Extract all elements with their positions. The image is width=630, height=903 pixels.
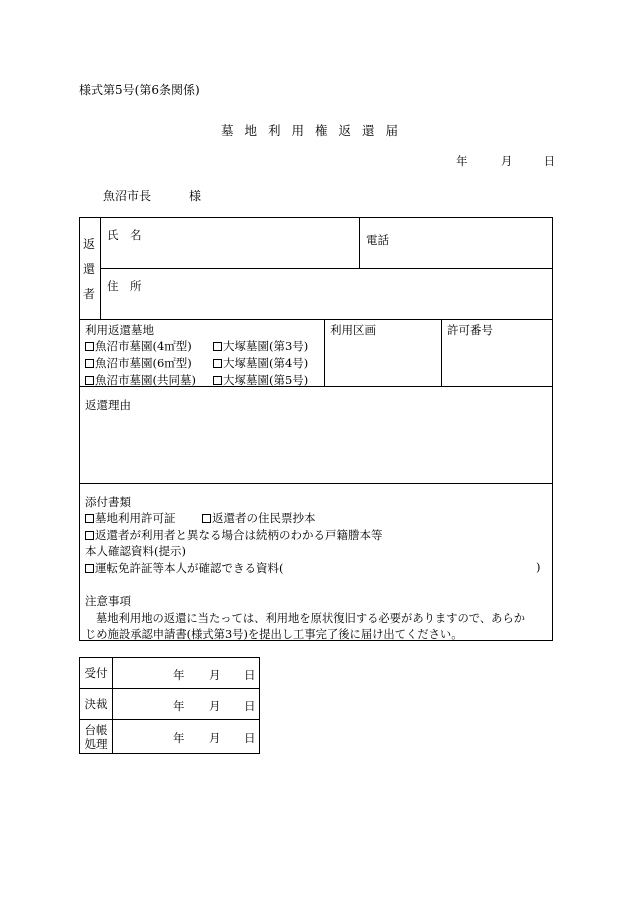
office-processing-table xyxy=(79,657,260,754)
checkbox-icon xyxy=(202,514,211,523)
checkbox-icon xyxy=(85,376,94,385)
id-verification-label: 本人確認資料(提示) xyxy=(85,544,186,558)
form-number: 様式第5号(第6条関係) xyxy=(79,83,200,97)
checkbox-icon xyxy=(85,514,94,523)
checkbox-icon xyxy=(85,531,94,540)
office-row-day: 日 xyxy=(244,668,256,682)
office-row-ledger xyxy=(80,720,259,753)
office-row-label: 受付 xyxy=(80,658,113,688)
notes-line-1: 墓地利用地の返還に当たっては、利用地を原状復旧する必要がありますので、あらか xyxy=(96,612,526,625)
permit-number-label: 許可番号 xyxy=(447,323,493,337)
checkbox-icon xyxy=(213,342,222,351)
name-field[interactable] xyxy=(160,221,355,265)
office-row-year: 年 xyxy=(173,699,185,713)
date-day-label: 日 xyxy=(543,154,556,168)
phone-divider xyxy=(359,217,360,268)
office-row-year: 年 xyxy=(173,731,185,745)
office-row-month: 月 xyxy=(209,731,221,745)
address-field[interactable] xyxy=(160,272,550,316)
reason-field[interactable] xyxy=(82,413,550,480)
address-label: 住 所 xyxy=(107,279,142,293)
notes-line-2: じめ施設承認申請書(様式第3号)を提出し工事完了後に届け出てください。 xyxy=(85,628,463,641)
phone-label: 電話 xyxy=(366,233,389,247)
cemetery-option-otsuka-3[interactable]: 大塚墓園(第3号) xyxy=(213,338,308,354)
addressee-honorific: 様 xyxy=(189,189,202,203)
date-year-label: 年 xyxy=(456,154,468,168)
cemetery-label: 利用返還墓地 xyxy=(85,323,154,337)
permit-divider xyxy=(441,319,442,386)
plot-divider xyxy=(324,319,325,386)
plot-field[interactable] xyxy=(327,338,438,383)
checkbox-icon xyxy=(213,359,222,368)
office-row-year: 年 xyxy=(173,668,185,682)
attachment-family-register[interactable]: 返還者が利用者と異なる場合は続柄のわかる戸籍謄本等 xyxy=(85,527,383,543)
checkbox-icon xyxy=(85,564,94,573)
office-row-day: 日 xyxy=(244,731,256,745)
submission-date xyxy=(456,153,555,169)
cemetery-option-uonuma-6[interactable]: 魚沼市墓園(6㎡型) xyxy=(85,355,192,371)
document-title: 墓地利用権返還届 xyxy=(220,123,409,138)
office-row-month: 月 xyxy=(209,699,221,713)
id-verification-close: ) xyxy=(536,560,541,574)
office-row-reception xyxy=(80,658,259,689)
permit-number-field[interactable] xyxy=(444,338,550,383)
name-address-divider xyxy=(100,268,553,269)
id-verification-field[interactable] xyxy=(292,558,532,574)
name-label: 氏 名 xyxy=(107,228,142,242)
id-verification-option[interactable]: 運転免許証等本人が確認できる資料( xyxy=(85,560,284,576)
cemetery-option-uonuma-shared[interactable]: 魚沼市墓園(共同墓) xyxy=(85,372,196,388)
attachments-label: 添付書類 xyxy=(85,495,131,509)
returner-bottom-border xyxy=(79,319,553,320)
notes-label: 注意事項 xyxy=(85,594,131,608)
checkbox-icon xyxy=(213,376,222,385)
office-row-month: 月 xyxy=(209,668,221,682)
cemetery-option-otsuka-4[interactable]: 大塚墓園(第4号) xyxy=(213,355,308,371)
returner-section-label: 返 還 者 xyxy=(82,237,95,301)
office-row-label: 決裁 xyxy=(80,689,113,719)
office-row-day: 日 xyxy=(244,699,256,713)
reason-bottom-border xyxy=(79,483,553,484)
addressee xyxy=(103,187,201,204)
checkbox-icon xyxy=(85,359,94,368)
attachment-permit[interactable]: 墓地利用許可証 xyxy=(85,510,176,526)
cemetery-option-otsuka-5[interactable]: 大塚墓園(第5号) xyxy=(213,372,308,388)
office-row-label: 台帳 処理 xyxy=(80,720,113,753)
plot-label: 利用区画 xyxy=(330,323,376,337)
checkbox-icon xyxy=(85,342,94,351)
date-month-label: 月 xyxy=(500,154,513,168)
attachment-resident-record[interactable]: 返還者の住民票抄本 xyxy=(202,510,316,526)
phone-field[interactable] xyxy=(400,221,550,265)
cemetery-option-uonuma-4[interactable]: 魚沼市墓園(4㎡型) xyxy=(85,338,192,354)
office-row-approval xyxy=(80,689,259,720)
addressee-name: 魚沼市長 xyxy=(103,189,152,203)
reason-label: 返還理由 xyxy=(85,398,131,412)
